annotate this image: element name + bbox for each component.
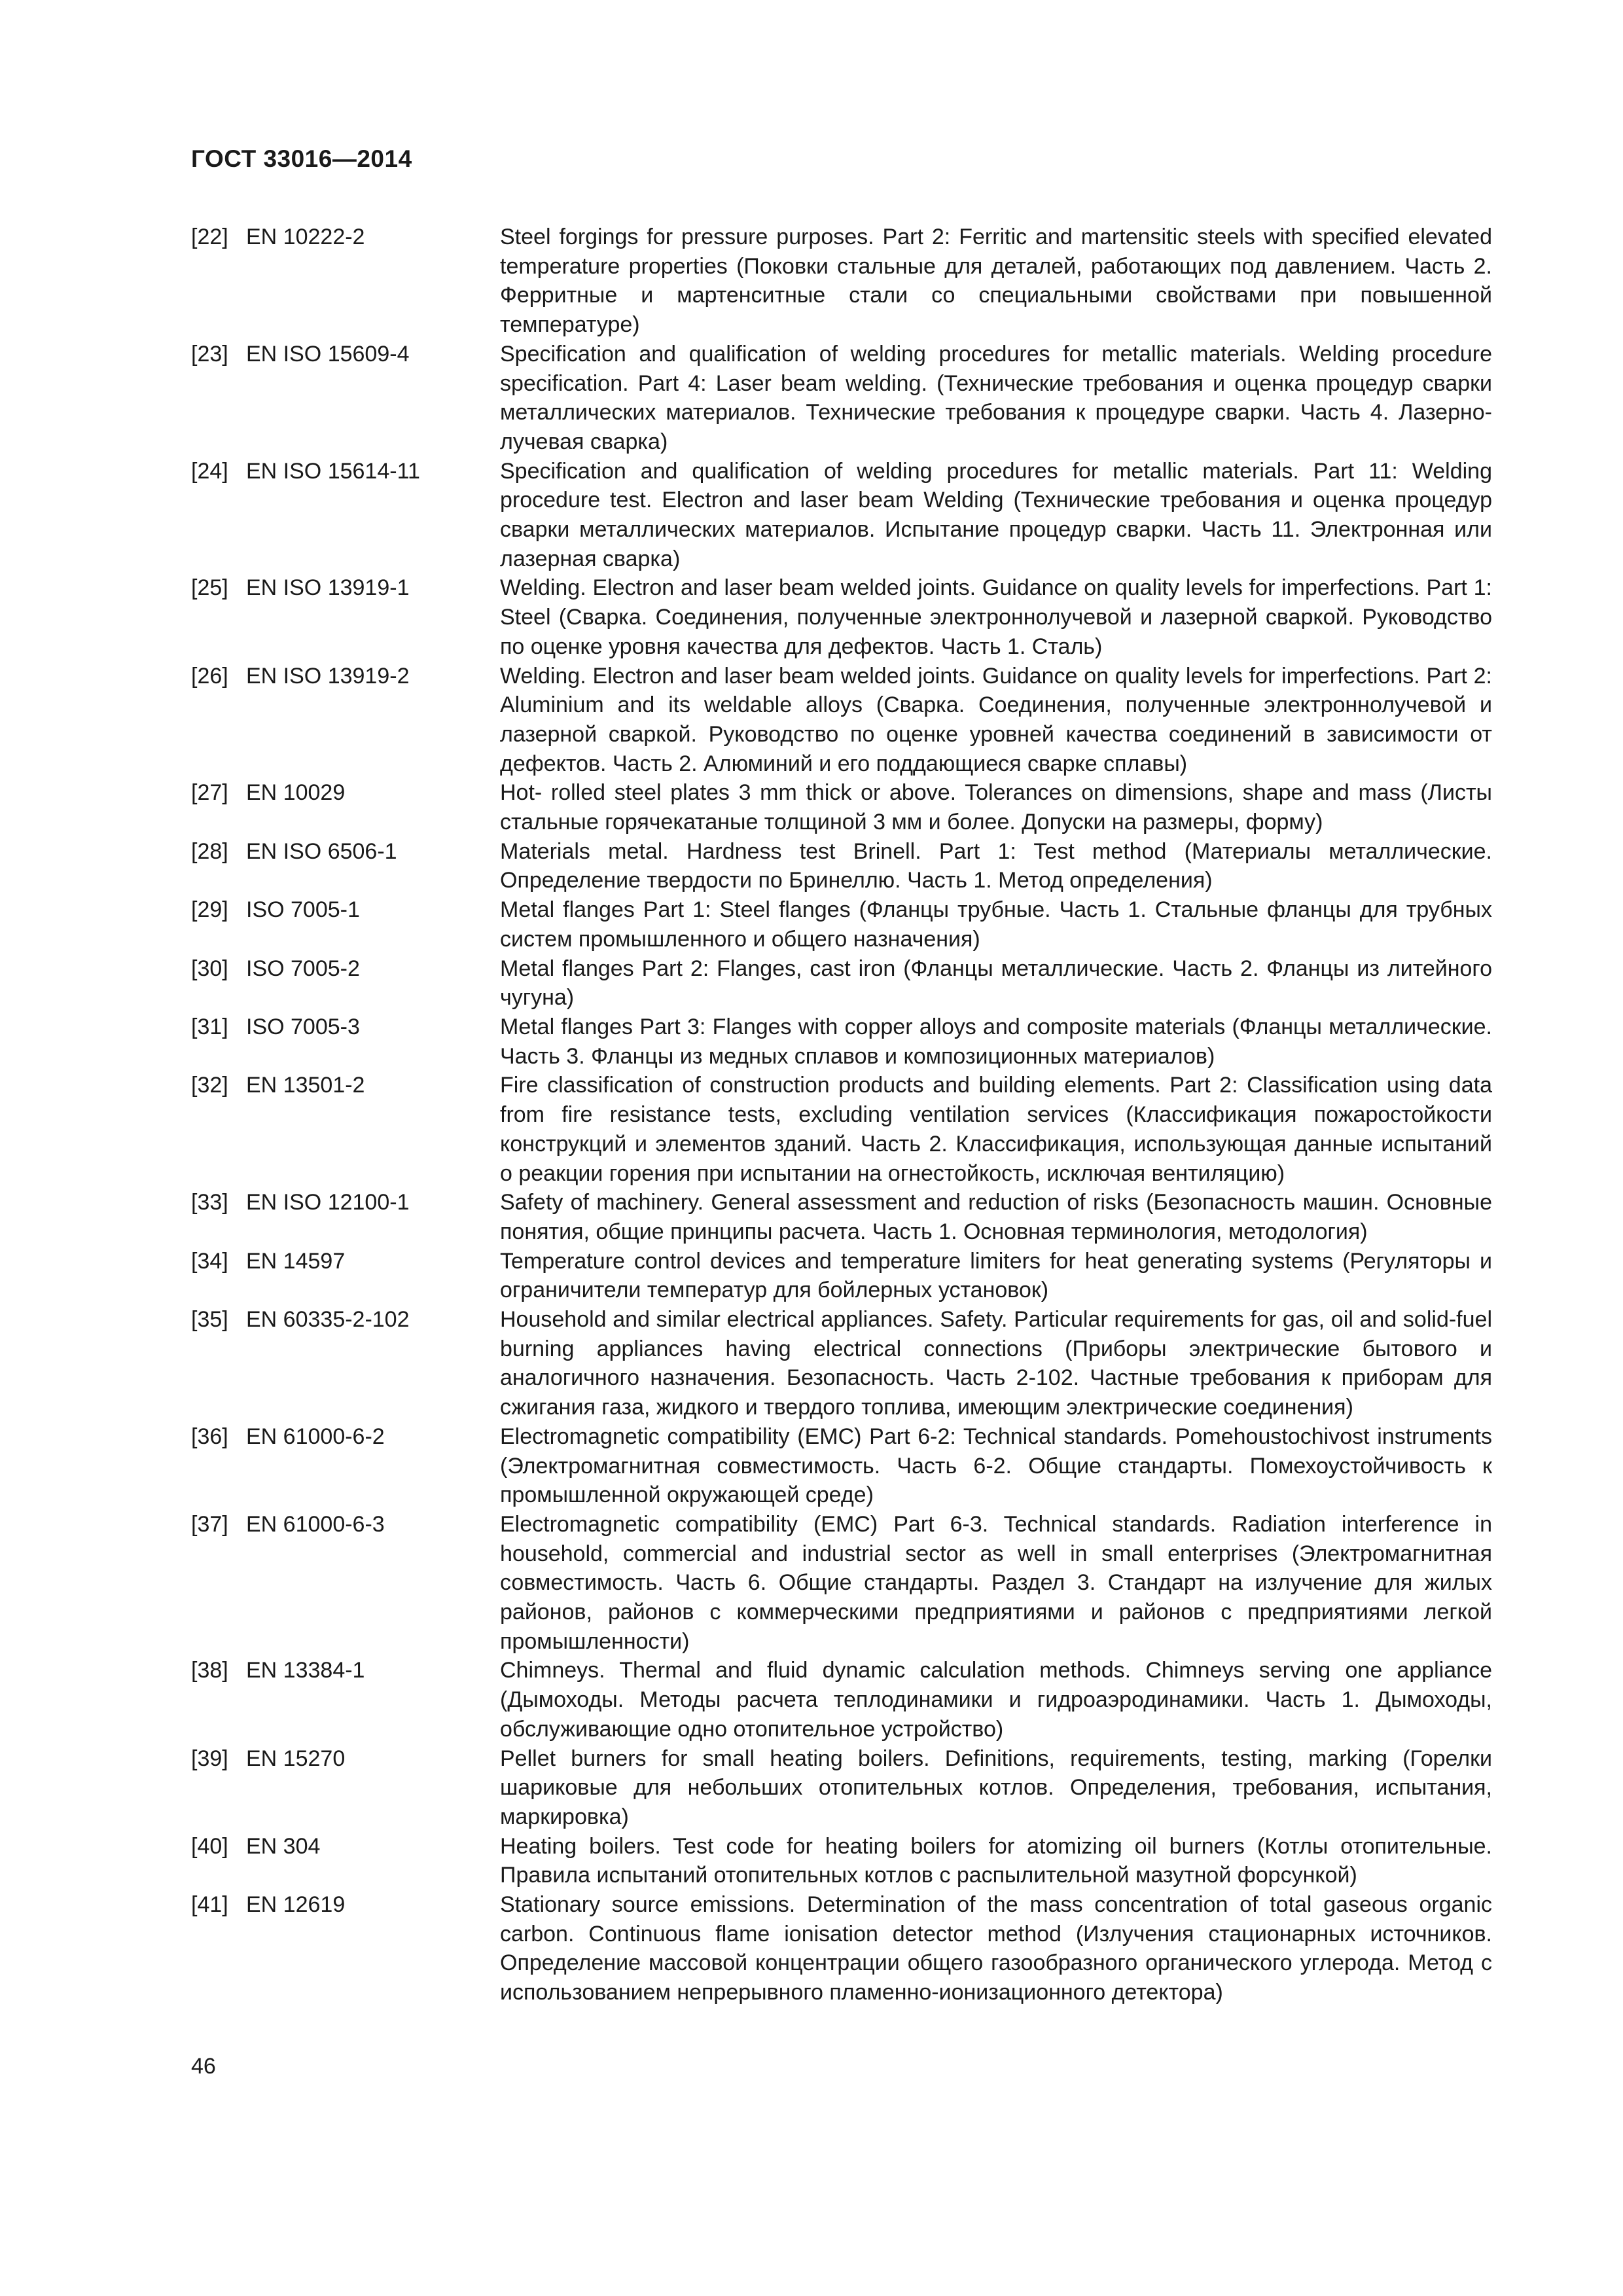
reference-title: Materials metal. Hardness test Brinell. Part 1: Test method (Материалы металлические. Определение твердости по Бринеллю. Часть 1. Метод определения): [500, 838, 1492, 893]
reference-code: ISO 7005-2: [246, 956, 360, 981]
reference-code: EN ISO 12100-1: [246, 1190, 410, 1215]
reference-item: [191, 778, 1492, 836]
reference-item: [191, 662, 1492, 779]
reference-title: Welding. Electron and laser beam welded joints. Guidance on quality levels for imperfections. Part 1: Steel (Сварка. Соединения, полученные электроннолучевой и лазерной сваркой. Руководство по оценке уровня качества для дефектов. Часть 1. Сталь): [500, 575, 1492, 659]
reference-code: ISO 7005-1: [246, 897, 360, 923]
reference-title: Stationary source emissions. Determination of the mass concentration of total gaseous organic carbon. Continuous flame ionisation detector method (Излучения стационарных источников. Определение массовой концентрации общего газообразного органического углерода. Метод с использованием непрерывного пламенно-ионизационного детектора): [500, 1892, 1492, 2005]
reference-code: EN ISO 15614-11: [246, 458, 420, 484]
reference-number: [30]: [191, 956, 228, 981]
reference-title: Specification and qualification of welding procedures for metallic materials. Welding procedure specification. Part 4: Laser beam welding. (Технические требования и оценка процедур сварки металлических материалов. Технические требования к процедуре сварки. Часть 4. Лазерно-лучевая сварка): [500, 341, 1492, 454]
reference-title: Metal flanges Part 3: Flanges with copper alloys and composite materials (Фланцы металлические. Часть 3. Фланцы из медных сплавов и композиционных материалов): [500, 1014, 1492, 1069]
reference-number: [28]: [191, 838, 228, 864]
reference-title: Fire classification of construction products and building elements. Part 2: Classification using data from fire resistance tests, excluding ventilation services (Классификация пожаростойкости конструкций и элементов зданий. Часть 2. Классификация, использующая данные испытаний о реакции горения при испытании на огнестойкость, исключая вентиляцию): [500, 1073, 1492, 1186]
reference-number: [40]: [191, 1833, 228, 1859]
reference-number: [25]: [191, 575, 228, 601]
reference-item: [191, 573, 1492, 661]
reference-number: [27]: [191, 780, 228, 806]
reference-item: [191, 837, 1492, 895]
reference-item: [191, 895, 1492, 954]
reference-number: [38]: [191, 1658, 228, 1683]
reference-code: EN 13384-1: [246, 1658, 365, 1683]
reference-code: EN 13501-2: [246, 1073, 365, 1098]
reference-code: EN ISO 13919-2: [246, 663, 410, 689]
reference-number: [33]: [191, 1190, 228, 1215]
reference-number: [22]: [191, 224, 228, 249]
reference-title: Heating boilers. Test code for heating boilers for atomizing oil burners (Котлы отопительные. Правила испытаний отопительных котлов с распылительной мазутной форсункой): [500, 1833, 1492, 1888]
reference-item: [191, 223, 1492, 340]
reference-item: [191, 1422, 1492, 1510]
reference-code: EN 304: [246, 1833, 321, 1859]
reference-number: [29]: [191, 897, 228, 923]
reference-number: [31]: [191, 1014, 228, 1039]
reference-title: Chimneys. Thermal and fluid dynamic calculation methods. Chimneys serving one appliance (Дымоходы. Методы расчета теплодинамики и гидроаэродинамики. Часть 1. Дымоходы, обслуживающие одно отопительное устройство): [500, 1658, 1492, 1742]
reference-title: Safety of machinery. General assessment and reduction of risks (Безопасность машин. Основные понятия, общие принципы расчета. Часть 1. Основная терминология, методология): [500, 1190, 1492, 1244]
reference-item: [191, 1832, 1492, 1890]
reference-code: EN ISO 6506-1: [246, 838, 397, 864]
reference-code: EN 12619: [246, 1892, 346, 1918]
reference-item: [191, 1013, 1492, 1071]
reference-item: [191, 340, 1492, 457]
reference-title: Steel forgings for pressure purposes. Part 2: Ferritic and martensitic steels with specified elevated temperature properties (Поковки стальные для деталей, работающих под давлением. Часть 2. Ферритные и мартенситные стали со специальными свойствами при повышенной температуре): [500, 224, 1492, 338]
reference-code: EN 10222-2: [246, 224, 365, 249]
reference-number: [35]: [191, 1307, 228, 1333]
reference-code: EN ISO 13919-1: [246, 575, 410, 601]
reference-title: Pellet burners for small heating boilers. Definitions, requirements, testing, marking (Горелки шариковые для небольших отопительных котлов. Определения, требования, испытания, маркировка): [500, 1746, 1492, 1829]
reference-number: [34]: [191, 1248, 228, 1274]
reference-number: [32]: [191, 1073, 228, 1098]
reference-title: Household and similar electrical appliances. Safety. Particular requirements for gas, oil and solid-fuel burning appliances having electrical connections (Приборы электрические бытового и аналогичного назначения. Безопасность. Часть 2-102. Частные требования к приборам для сжигания газа, жидкого и твердого топлива, имеющим электрические соединения): [500, 1307, 1492, 1420]
reference-code: EN 61000-6-2: [246, 1424, 385, 1449]
reference-title: Metal flanges Part 2: Flanges, cast iron (Фланцы металлические. Часть 2. Фланцы из литейного чугуна): [500, 956, 1492, 1011]
reference-title: Temperature control devices and temperature limiters for heat generating systems (Регуляторы и ограничители температур для бойлерных установок): [500, 1248, 1492, 1303]
reference-code: EN 15270: [246, 1746, 346, 1771]
reference-item: [191, 457, 1492, 574]
reference-number: [41]: [191, 1892, 228, 1918]
reference-item: [191, 1071, 1492, 1188]
reference-number: [23]: [191, 341, 228, 367]
reference-code: EN 10029: [246, 780, 346, 806]
reference-code: ISO 7005-3: [246, 1014, 360, 1039]
reference-item: [191, 1305, 1492, 1422]
reference-title: Electromagnetic compatibility (EMC) Part 6-3. Technical standards. Radiation interference in household, commercial and industrial sector as well in small enterprises (Электромагнитная совместимость. Часть 6. Общие стандарты. Раздел 3. Стандарт на излучение для жилых районов, районов с коммерческими предприятиями и районов с предприятиями легкой промышленности): [500, 1511, 1492, 1654]
reference-code: EN 61000-6-3: [246, 1511, 385, 1537]
reference-number: [24]: [191, 458, 228, 484]
reference-code: EN ISO 15609-4: [246, 341, 410, 367]
reference-item: [191, 1656, 1492, 1744]
reference-title: Hot- rolled steel plates 3 mm thick or above. Tolerances on dimensions, shape and mass (Листы стальные горячекатаные толщиной 3 мм и более. Допуски на размеры, форму): [500, 780, 1492, 835]
reference-title: Electromagnetic compatibility (EMC) Part 6-2: Technical standards. Pomehoustochivost instruments (Электромагнитная совместимость. Часть 6-2. Общие стандарты. Помехоустойчивость к промышленной окружающей среде): [500, 1424, 1492, 1508]
reference-title: Metal flanges Part 1: Steel flanges (Фланцы трубные. Часть 1. Стальные фланцы для трубных систем промышленного и общего назначения): [500, 897, 1492, 952]
reference-item: [191, 1247, 1492, 1305]
page-header-title: ГОСТ 33016—2014: [191, 145, 412, 172]
reference-number: [36]: [191, 1424, 228, 1449]
reference-item: [191, 954, 1492, 1013]
page-number: 46: [191, 2054, 216, 2079]
reference-code: EN 60335-2-102: [246, 1307, 410, 1333]
reference-number: [37]: [191, 1511, 228, 1537]
reference-title: Specification and qualification of welding procedures for metallic materials. Part 11: Welding procedure test. Electron and laser beam Welding (Технические требования и оценка процедур сварки металлических материалов. Испытание процедур сварки. Часть 11. Электронная или лазерная сварка): [500, 458, 1492, 571]
reference-number: [39]: [191, 1746, 228, 1771]
reference-number: [26]: [191, 663, 228, 689]
reference-code: EN 14597: [246, 1248, 346, 1274]
reference-title: Welding. Electron and laser beam welded joints. Guidance on quality levels for imperfections. Part 2: Aluminium and its weldable alloys (Сварка. Соединения, полученные электроннолучевой и лазерной сваркой. Руководство по оценке уровней качества соединений в зависимости от дефектов. Часть 2. Алюминий и его поддающиеся сварке сплавы): [500, 663, 1492, 776]
reference-item: [191, 1188, 1492, 1246]
reference-item: [191, 1510, 1492, 1657]
reference-item: [191, 1890, 1492, 2007]
reference-item: [191, 1744, 1492, 1832]
reference-list: [191, 223, 1492, 2007]
